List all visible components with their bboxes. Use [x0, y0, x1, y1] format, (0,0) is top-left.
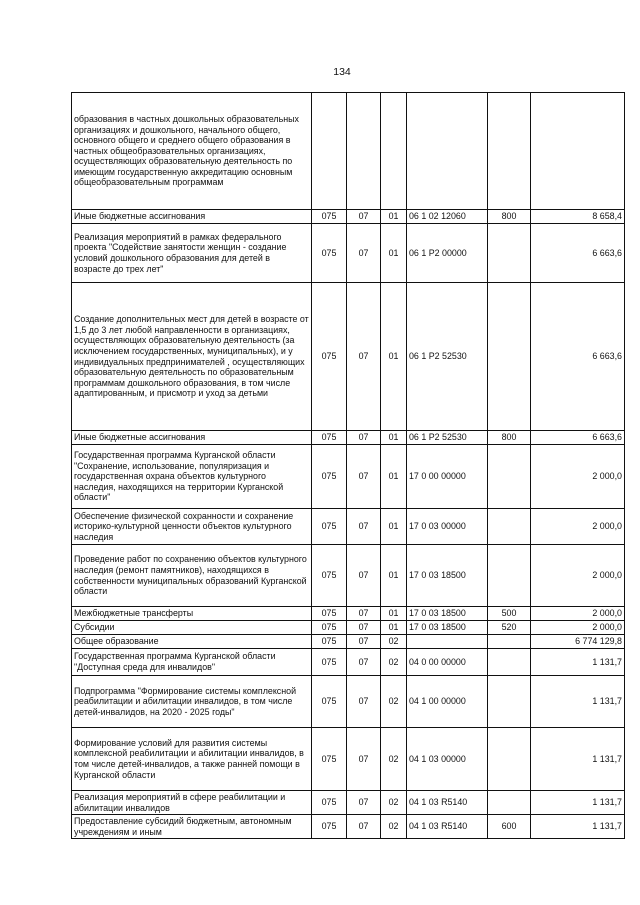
target-article-code: 04 1 03 00000 — [407, 728, 488, 791]
section-code: 07 — [347, 545, 381, 607]
section-code: 07 — [347, 607, 381, 621]
amount: 1 131,7 — [531, 791, 625, 815]
expense-type-code — [488, 791, 531, 815]
section-code: 07 — [347, 621, 381, 635]
target-article-code: 04 0 00 00000 — [407, 649, 488, 676]
section-code: 07 — [347, 791, 381, 815]
table-row — [72, 607, 625, 621]
item-name: Проведение работ по сохранению объектов культурного наследия (ремонт памятников), находящихся в собственности муниципальных образований Курганской области — [72, 545, 312, 607]
item-name: Обеспечение физической сохранности и сохранение историко-культурной ценности объектов культурного наследия — [72, 509, 312, 545]
target-article-code: 06 1 P2 52530 — [407, 431, 488, 445]
section-code — [347, 93, 381, 210]
grbs-code: 075 — [312, 649, 347, 676]
target-article-code: 04 1 00 00000 — [407, 676, 488, 728]
section-code: 07 — [347, 283, 381, 431]
target-article-code: 17 0 00 00000 — [407, 445, 488, 509]
table-row — [72, 445, 625, 509]
expense-type-code — [488, 635, 531, 649]
page-number: 134 — [333, 66, 351, 78]
target-article-code: 17 0 03 18500 — [407, 621, 488, 635]
item-name: Иные бюджетные ассигнования — [72, 431, 312, 445]
table-row — [72, 509, 625, 545]
expense-type-code — [488, 545, 531, 607]
target-article-code: 17 0 03 18500 — [407, 545, 488, 607]
expense-type-code — [488, 93, 531, 210]
expense-type-code — [488, 649, 531, 676]
item-name: образования в частных дошкольных образовательных организациях и дошкольного, начального общего, основного общего и среднего общего образования в частных общеобразовательных организациях, осуществляющих образовательную деятельность по имеющим государственную аккредитацию основным общеобразовательным программам — [72, 93, 312, 210]
section-code: 07 — [347, 431, 381, 445]
amount: 1 131,7 — [531, 676, 625, 728]
item-name: Общее образование — [72, 635, 312, 649]
item-name: Реализация мероприятий в рамках федерального проекта "Содействие занятости женщин - создание условий дошкольного образования для детей в возрасте до трех лет" — [72, 224, 312, 283]
expense-type-code — [488, 676, 531, 728]
section-code: 07 — [347, 676, 381, 728]
grbs-code: 075 — [312, 283, 347, 431]
grbs-code: 075 — [312, 676, 347, 728]
amount: 1 131,7 — [531, 728, 625, 791]
target-article-code: 17 0 03 00000 — [407, 509, 488, 545]
subsection-code: 01 — [381, 224, 407, 283]
table-row — [72, 210, 625, 224]
item-name: Государственная программа Курганской области "Сохранение, использование, популяризация и государственная охрана объектов культурного наследия, находящихся на территории Курганской области" — [72, 445, 312, 509]
expense-type-code — [488, 728, 531, 791]
section-code: 07 — [347, 635, 381, 649]
grbs-code: 075 — [312, 431, 347, 445]
expense-type-code: 520 — [488, 621, 531, 635]
grbs-code: 075 — [312, 621, 347, 635]
grbs-code: 075 — [312, 224, 347, 283]
item-name: Государственная программа Курганской области "Доступная среда для инвалидов" — [72, 649, 312, 676]
subsection-code: 01 — [381, 509, 407, 545]
subsection-code: 02 — [381, 676, 407, 728]
grbs-code — [312, 93, 347, 210]
subsection-code: 01 — [381, 445, 407, 509]
grbs-code: 075 — [312, 545, 347, 607]
table-row — [72, 283, 625, 431]
table-row — [72, 545, 625, 607]
table-row — [72, 676, 625, 728]
expense-type-code: 800 — [488, 210, 531, 224]
subsection-code: 01 — [381, 621, 407, 635]
target-article-code: 04 1 03 R5140 — [407, 791, 488, 815]
target-article-code: 04 1 03 R5140 — [407, 815, 488, 839]
subsection-code: 01 — [381, 210, 407, 224]
target-article-code: 06 1 P2 52530 — [407, 283, 488, 431]
subsection-code: 02 — [381, 635, 407, 649]
amount: 6 663,6 — [531, 431, 625, 445]
item-name: Подпрограмма "Формирование системы комплексной реабилитации и абилитации инвалидов, в том числе детей-инвалидов, на 2020 - 2025 годы" — [72, 676, 312, 728]
target-article-code: 06 1 P2 00000 — [407, 224, 488, 283]
subsection-code: 02 — [381, 728, 407, 791]
grbs-code: 075 — [312, 815, 347, 839]
amount — [531, 93, 625, 210]
section-code: 07 — [347, 728, 381, 791]
item-name: Формирование условий для развития системы комплексной реабилитации и абилитации инвалидов, в том числе детей-инвалидов, а также ранней помощи в Курганской области — [72, 728, 312, 791]
table-row — [72, 224, 625, 283]
expense-type-code — [488, 509, 531, 545]
grbs-code: 075 — [312, 210, 347, 224]
grbs-code: 075 — [312, 791, 347, 815]
target-article-code — [407, 635, 488, 649]
budget-table-body — [72, 93, 625, 839]
table-row — [72, 815, 625, 839]
section-code: 07 — [347, 445, 381, 509]
subsection-code: 02 — [381, 791, 407, 815]
item-name: Реализация мероприятий в сфере реабилитации и абилитации инвалидов — [72, 791, 312, 815]
amount: 2 000,0 — [531, 607, 625, 621]
expense-type-code — [488, 445, 531, 509]
target-article-code — [407, 93, 488, 210]
table-row — [72, 621, 625, 635]
expense-type-code: 800 — [488, 431, 531, 445]
budget-table — [71, 92, 625, 839]
amount: 2 000,0 — [531, 621, 625, 635]
section-code: 07 — [347, 224, 381, 283]
item-name: Субсидии — [72, 621, 312, 635]
expense-type-code — [488, 224, 531, 283]
target-article-code: 17 0 03 18500 — [407, 607, 488, 621]
amount: 1 131,7 — [531, 815, 625, 839]
subsection-code: 01 — [381, 283, 407, 431]
table-row — [72, 635, 625, 649]
grbs-code: 075 — [312, 728, 347, 791]
amount: 1 131,7 — [531, 649, 625, 676]
item-name: Межбюджетные трансферты — [72, 607, 312, 621]
subsection-code: 02 — [381, 649, 407, 676]
target-article-code: 06 1 02 12060 — [407, 210, 488, 224]
subsection-code: 01 — [381, 607, 407, 621]
expense-type-code: 600 — [488, 815, 531, 839]
table-row — [72, 649, 625, 676]
table-row — [72, 728, 625, 791]
amount: 2 000,0 — [531, 509, 625, 545]
expense-type-code — [488, 283, 531, 431]
amount: 2 000,0 — [531, 545, 625, 607]
grbs-code: 075 — [312, 635, 347, 649]
table-row — [72, 431, 625, 445]
amount: 6 774 129,8 — [531, 635, 625, 649]
amount: 2 000,0 — [531, 445, 625, 509]
item-name: Предоставление субсидий бюджетным, автономным учреждениям и иным — [72, 815, 312, 839]
grbs-code: 075 — [312, 445, 347, 509]
section-code: 07 — [347, 509, 381, 545]
item-name: Иные бюджетные ассигнования — [72, 210, 312, 224]
item-name: Создание дополнительных мест для детей в возрасте от 1,5 до 3 лет любой направленности в организациях, осуществляющих образовательную деятельность (за исключением государственных, муниципальных), и у индивидуальных предпринимателей , осуществляющих образовательную деятельность по образовательным программам дошкольного образования, в том числе адаптированным, и присмотр и уход за детьми — [72, 283, 312, 431]
subsection-code: 01 — [381, 545, 407, 607]
amount: 6 663,6 — [531, 283, 625, 431]
expense-type-code: 500 — [488, 607, 531, 621]
section-code: 07 — [347, 649, 381, 676]
section-code: 07 — [347, 815, 381, 839]
grbs-code: 075 — [312, 607, 347, 621]
subsection-code: 01 — [381, 431, 407, 445]
subsection-code — [381, 93, 407, 210]
table-row — [72, 791, 625, 815]
amount: 6 663,6 — [531, 224, 625, 283]
amount: 8 658,4 — [531, 210, 625, 224]
table-row — [72, 93, 625, 210]
section-code: 07 — [347, 210, 381, 224]
grbs-code: 075 — [312, 509, 347, 545]
subsection-code: 02 — [381, 815, 407, 839]
